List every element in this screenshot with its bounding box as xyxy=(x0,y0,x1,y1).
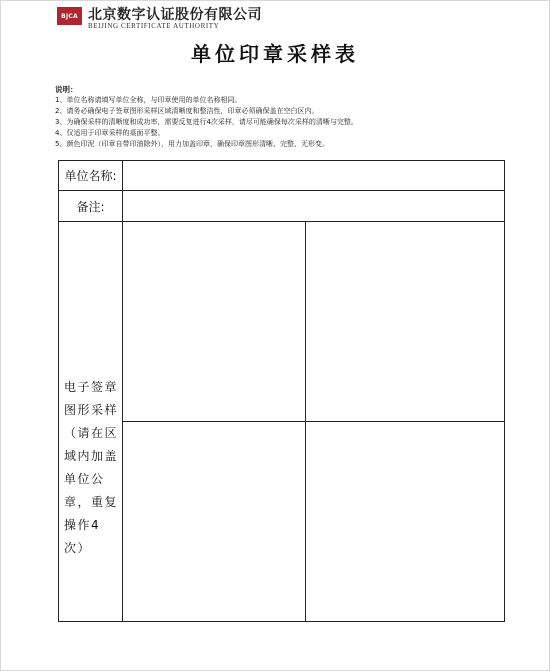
note-item: 1、单位名称请填写单位全称，与印章使用的单位名称相同。 xyxy=(55,96,242,104)
stamp-sample-area-4[interactable] xyxy=(306,422,504,621)
note-item: 4、仅适用于印章采样的桌面平整。 xyxy=(55,129,165,137)
page-title: 单位印章采样表 xyxy=(191,42,359,66)
stamp-label-cell xyxy=(59,222,123,621)
company-logo xyxy=(57,7,82,25)
company-name-cn: 北京数字认证股份有限公司 xyxy=(88,7,262,23)
remark-field[interactable] xyxy=(123,191,504,221)
remark-label: 备注: xyxy=(59,191,123,221)
stamp-sample-grid xyxy=(123,222,504,621)
stamp-instruction: 电子签章图形采样（请在区域内加盖单位公章，重复操作4次） xyxy=(64,380,119,555)
notes-heading: 说明： xyxy=(55,85,78,94)
company-name-en: BEIJING CERTIFICATE AUTHORITY xyxy=(88,22,220,30)
unit-name-field[interactable] xyxy=(123,161,504,190)
stamp-sample-area-3[interactable] xyxy=(123,422,306,621)
stamp-sample-form xyxy=(58,160,505,622)
stamp-sample-area-2[interactable] xyxy=(306,222,504,422)
stamp-sample-area-1[interactable] xyxy=(123,222,306,422)
logo-text: BJCA xyxy=(61,12,78,20)
unit-name-label: 单位名称: xyxy=(59,161,123,190)
notes-section xyxy=(55,84,525,150)
unit-name-row xyxy=(59,161,504,191)
note-item: 3、为确保采样的清晰度和成功率，需要反复进行4次采样，请尽可能确保每次采样的清晰与完整。 xyxy=(55,118,358,126)
note-item: 2、请务必确保电子签章图形采样区域清晰度和整洁性，印章必须确保盖在空白区内。 xyxy=(55,107,319,115)
note-item: 5、颜色印泥（印章自带印油除外），用力加盖印章，确保印章图形清晰、完整、无形变。 xyxy=(55,140,329,148)
remark-row xyxy=(59,191,504,222)
